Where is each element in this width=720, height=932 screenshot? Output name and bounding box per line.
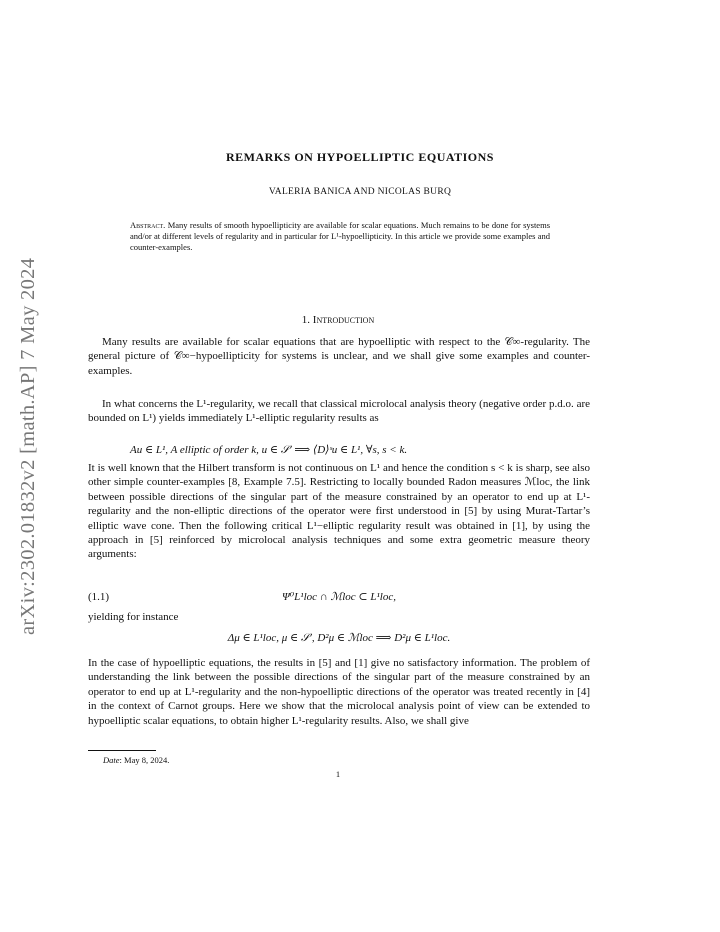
- paragraph-4: yielding for instance: [88, 611, 179, 623]
- footnote-date: [103, 755, 169, 765]
- footnote-label: Date: [103, 755, 120, 765]
- arxiv-stamp: arXiv:2302.01832v2 [math.AP] 7 May 2024: [17, 257, 39, 635]
- section-heading: [0, 314, 676, 326]
- footnote-rule: [88, 750, 156, 751]
- abstract-text: Many results of smooth hypoellipticity are available for scalar equations. Much remains to be done for systems and/or at different levels of regularity and in particular for L¹-hypoellipticity. In this article we provide some examples and counter-examples.: [130, 220, 551, 252]
- abstract: [130, 220, 550, 253]
- equation-1-1-body: Ψ⁰L¹loc ∩ ℳloc ⊂ L¹loc,: [282, 591, 396, 603]
- paper-authors: VALERIA BANICA AND NICOLAS BURQ: [268, 187, 452, 197]
- paragraph-5: In the case of hypoelliptic equations, the results in [5] and [1] give no satisfactory information. The problem of understanding the link between the possible directions of the singular part of the measure constrained by an operator to end up at L¹-regularity and the non-hypoelliptic directions of the operator was treated recently in [4] in the context of Carnot groups. Here we show that the microlocal analysis point of view can be extended to hypoelliptic scalar equations, to obtain higher L¹-regularity results. Also, we shall give: [88, 657, 590, 727]
- equation-1-1: [88, 590, 590, 604]
- equation-elliptic-regularity: Au ∈ L¹, A elliptic of order k, u ∈ 𝒮′ ⟹ ⟨D⟩ˢu ∈ L¹, ∀s, s < k.: [130, 444, 408, 456]
- footnote-text: : May 8, 2024.: [119, 755, 170, 765]
- paragraph-1: Many results are available for scalar equations that are hypoelliptic with respect to the 𝒞∞-regularity. The general picture of 𝒞∞−hypoellipticity for systems is unclear, and we shall give some examples and counter-examples.: [88, 336, 590, 377]
- paper-title: REMARKS ON HYPOELLIPTIC EQUATIONS: [226, 150, 494, 164]
- section-number: 1.: [301, 314, 311, 326]
- paragraph-2: In what concerns the L¹-regularity, we recall that classical microlocal analysis theory (negative order p.d.o. are bounded on L¹) yields immediately L¹-elliptic regularity results as: [88, 398, 590, 425]
- page-number: 1: [335, 769, 341, 779]
- equation-laplacian: Δμ ∈ L¹loc, μ ∈ 𝒮′, D²μ ∈ ℳloc ⟹ D²μ ∈ L¹loc.: [227, 632, 451, 644]
- equation-number: (1.1): [88, 591, 110, 603]
- section-title: Introduction: [312, 314, 375, 326]
- abstract-label: Abstract.: [130, 220, 166, 230]
- paragraph-3: It is well known that the Hilbert transform is not continuous on L¹ and hence the condition s < k is sharp, see also other simple counter-examples [8, Example 7.5]. Restricting to locally bounded Radon measures ℳloc, the link between possible directions of the singular part of the measure constrained by an operator to end up at L¹-regularity and the non-elliptic directions of the operator were first understood in [5] by using Murat-Tartar’s elliptic wave cone. Then the following critical L¹−elliptic regularity result was obtained in [1], by using the approach in [5] reinforced by microlocal analysis techniques and some extra geometric measure theory arguments:: [88, 462, 590, 561]
